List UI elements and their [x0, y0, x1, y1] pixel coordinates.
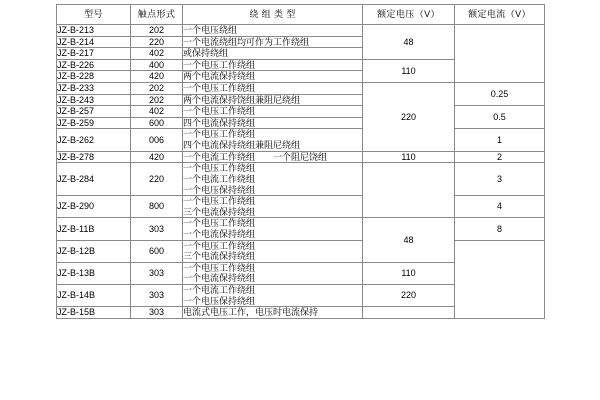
winding-line: 三个电流保持绕组: [183, 206, 256, 217]
winding-line: 一个电压工作绕组: [183, 106, 256, 117]
winding-line: 一个电流工作绕组: [183, 173, 256, 184]
cell-contact-form: 220: [131, 36, 183, 48]
cell-rated-voltage: [363, 307, 455, 319]
cell-model: JZ-B-290: [57, 196, 131, 218]
column-header-model: 型号: [57, 5, 131, 25]
cell-winding-type: [183, 307, 363, 319]
cell-model: JZ-B-213: [57, 25, 131, 37]
winding-line: 一个电压工作绕组: [183, 83, 256, 94]
table-row: [57, 83, 545, 95]
cell-rated-voltage: 48: [363, 218, 455, 262]
table-row: [57, 240, 545, 262]
winding-line: 一个电压工作绕组: [183, 129, 256, 140]
cell-model: JZ-B-284: [57, 163, 131, 196]
column-header-rated-current: 额定电流（V）: [455, 5, 545, 25]
cell-model: JZ-B-228: [57, 71, 131, 83]
winding-line: 三个电流保持绕组: [183, 251, 256, 262]
cell-rated-current: 0.25: [455, 83, 545, 106]
cell-rated-voltage: 48: [363, 25, 455, 60]
cell-rated-voltage: 220: [363, 83, 455, 152]
cell-contact-form: 600: [131, 240, 183, 262]
cell-model: JZ-B-12B: [57, 240, 131, 262]
winding-line: 一个电压工作绕组: [183, 240, 256, 251]
cell-rated-voltage: 110: [363, 262, 455, 284]
cell-winding-type: [183, 59, 363, 71]
cell-model: JZ-B-243: [57, 94, 131, 106]
cell-winding-type: [183, 94, 363, 106]
cell-rated-voltage: 110: [363, 59, 455, 82]
cell-winding-type: [183, 240, 363, 262]
cell-contact-form: 220: [131, 163, 183, 196]
table-header-row: [57, 5, 545, 25]
winding-line: 一个电压工作绕组: [183, 218, 256, 229]
cell-rated-voltage: 220: [363, 285, 455, 307]
cell-rated-voltage: 110: [363, 151, 455, 163]
table-row: [57, 129, 545, 151]
column-header-contact-form: 触点形式: [131, 5, 183, 25]
cell-winding-type: [183, 163, 363, 196]
table-row: [57, 218, 545, 240]
cell-winding-type: [183, 117, 363, 129]
cell-winding-type: [183, 129, 363, 151]
winding-line: 一个电压工作绕组: [183, 196, 256, 207]
cell-rated-current: 3: [455, 163, 545, 196]
cell-rated-current: [455, 240, 545, 318]
cell-contact-form: 303: [131, 285, 183, 307]
cell-model: JZ-B-217: [57, 48, 131, 60]
table-body: [57, 25, 545, 319]
cell-winding-type: [183, 196, 363, 218]
winding-line: 两个电流保持绕组: [183, 71, 256, 82]
cell-contact-form: 402: [131, 106, 183, 118]
cell-contact-form: 600: [131, 117, 183, 129]
cell-contact-form: 303: [131, 218, 183, 240]
cell-winding-type: [183, 71, 363, 83]
winding-line: 一个电流保持绕组: [183, 273, 256, 284]
winding-line: 四个电流保持绕组: [183, 117, 256, 128]
winding-line: 一个电压保持绕组: [183, 184, 256, 195]
cell-contact-form: 420: [131, 151, 183, 163]
winding-line: 一个电压保持绕组: [183, 295, 256, 306]
winding-line: 或保持绕组: [183, 48, 229, 59]
winding-line: 电流式电压工作，电压时电流保持: [183, 307, 319, 318]
winding-line: 四个电流保持绕组兼阻尼绕组: [183, 140, 301, 151]
table-row: [57, 196, 545, 218]
cell-model: JZ-B-262: [57, 129, 131, 151]
cell-model: JZ-B-214: [57, 36, 131, 48]
cell-winding-type: [183, 106, 363, 118]
column-header-rated-voltage: 额定电压（V）: [363, 5, 455, 25]
cell-rated-current: 8: [455, 218, 545, 240]
cell-contact-form: 800: [131, 196, 183, 218]
winding-line: 一个电流工作绕组: [183, 285, 256, 296]
winding-line: 一个电流绕组均可作为工作绕组: [183, 36, 310, 47]
cell-rated-voltage: [363, 163, 455, 218]
cell-winding-type: [183, 25, 363, 37]
cell-model: JZ-B-278: [57, 151, 131, 163]
specification-table: [56, 4, 545, 319]
cell-model: JZ-B-11B: [57, 218, 131, 240]
cell-model: JZ-B-233: [57, 83, 131, 95]
cell-winding-type: [183, 36, 363, 48]
cell-winding-type: [183, 218, 363, 240]
winding-line: 一个电压工作绕组: [183, 163, 256, 174]
column-header-winding-type: 绕 组 类 型: [183, 5, 363, 25]
cell-contact-form: 402: [131, 48, 183, 60]
cell-rated-current: 0.5: [455, 106, 545, 129]
cell-rated-current: 2: [455, 151, 545, 163]
cell-contact-form: 303: [131, 307, 183, 319]
cell-model: JZ-B-226: [57, 59, 131, 71]
table-header: [57, 5, 545, 25]
cell-rated-current: [455, 25, 545, 83]
winding-line: 一个电压工作绕组: [183, 262, 256, 273]
cell-model: JZ-B-13B: [57, 262, 131, 284]
cell-contact-form: 303: [131, 262, 183, 284]
cell-winding-type: [183, 262, 363, 284]
table-row: [57, 106, 545, 118]
table-row: [57, 163, 545, 196]
table-row: [57, 25, 545, 37]
cell-model: JZ-B-259: [57, 117, 131, 129]
cell-winding-type: [183, 151, 363, 163]
cell-contact-form: 202: [131, 94, 183, 106]
cell-rated-current: 1: [455, 129, 545, 151]
cell-contact-form: 202: [131, 25, 183, 37]
cell-winding-type: [183, 285, 363, 307]
cell-model: JZ-B-15B: [57, 307, 131, 319]
winding-line: 两个电流保持饶组兼阻尼绕组: [183, 94, 301, 105]
cell-winding-type: [183, 83, 363, 95]
table-row: [57, 151, 545, 163]
winding-line: 一个电流保持绕组: [183, 228, 256, 239]
winding-line: 一个电压绕组: [183, 25, 238, 35]
cell-contact-form: 202: [131, 83, 183, 95]
cell-contact-form: 400: [131, 59, 183, 71]
cell-contact-form: 006: [131, 129, 183, 151]
cell-winding-type: [183, 48, 363, 60]
cell-contact-form: 420: [131, 71, 183, 83]
cell-model: JZ-B-14B: [57, 285, 131, 307]
winding-line: 一个电流工作绕组 一个阻尼饶组: [183, 151, 328, 162]
cell-rated-current: 4: [455, 196, 545, 218]
winding-line: 一个电压工作绕组: [183, 59, 256, 70]
cell-model: JZ-B-257: [57, 106, 131, 118]
